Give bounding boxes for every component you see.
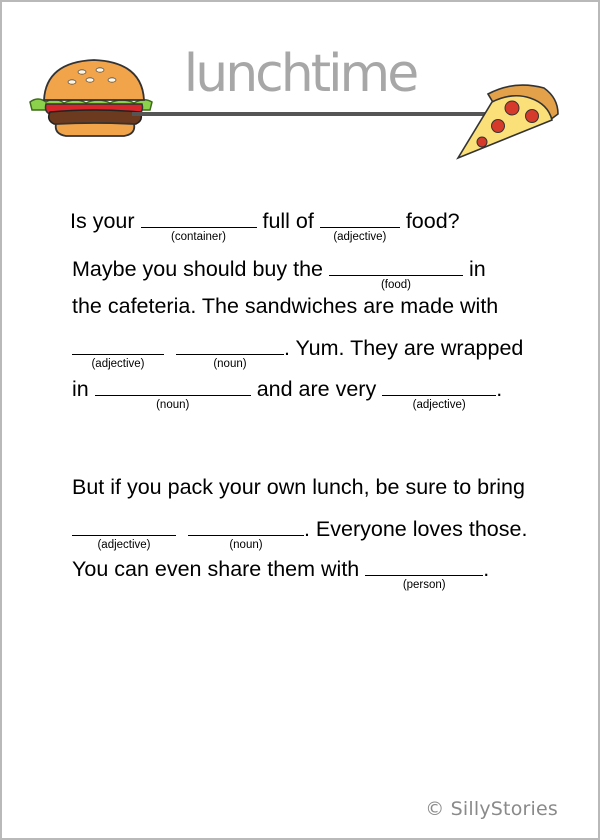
fill-blank-noun[interactable]: (noun) xyxy=(176,333,284,355)
fill-blank-noun[interactable]: (noun) xyxy=(95,374,251,396)
story-line: Maybe you should buy the (food) in xyxy=(72,254,486,280)
fill-blank-person[interactable]: (person) xyxy=(365,554,483,576)
story-line: Is your (container) full of (adjective) food? xyxy=(70,206,460,232)
story-line: in (noun) and are very (adjective) . xyxy=(72,374,502,400)
fill-blank-adjective[interactable]: (adjective) xyxy=(320,206,400,228)
story-line: the cafeteria. The sandwiches are made with xyxy=(72,294,499,318)
fill-blank-container[interactable]: (container) xyxy=(141,206,257,228)
fill-blank-food[interactable]: (food) xyxy=(329,254,463,276)
pizza-slice-icon xyxy=(454,80,562,164)
fill-blank-adjective[interactable]: (adjective) xyxy=(72,514,176,536)
story-line: You can even share them with (person) . xyxy=(72,554,489,580)
fill-blank-adjective[interactable]: (adjective) xyxy=(382,374,496,396)
fill-blank-adjective[interactable]: (adjective) xyxy=(72,333,164,355)
story-line: But if you pack your own lunch, be sure to bring xyxy=(72,475,525,499)
copyright-footer: © SillyStories xyxy=(425,798,558,820)
story-line: (adjective) (noun) . Yum. They are wrapped xyxy=(72,333,523,359)
fill-blank-noun[interactable]: (noun) xyxy=(188,514,304,536)
story-line: (adjective) (noun) . Everyone loves those. xyxy=(72,514,527,540)
page-title: lunchtime xyxy=(183,44,417,104)
